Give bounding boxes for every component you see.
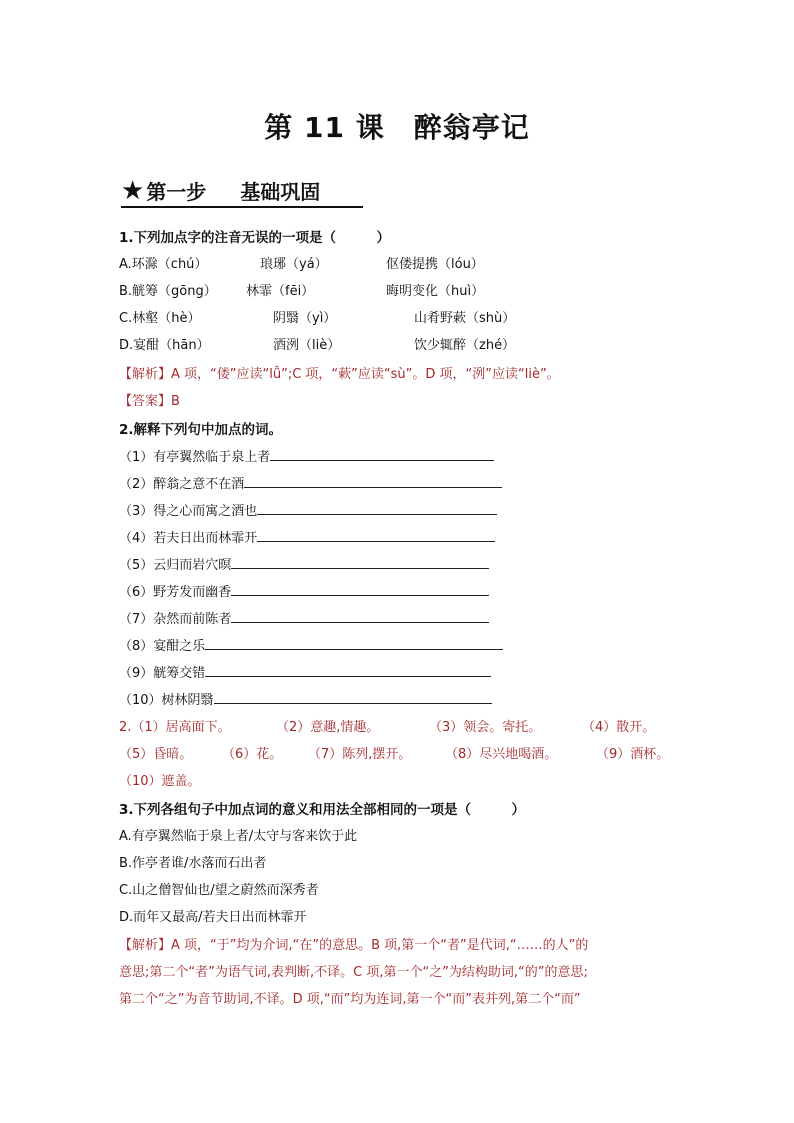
q3-option-b: B.作亭者谁/水落而石出者 bbox=[119, 856, 267, 871]
answer-blank[interactable] bbox=[270, 448, 494, 461]
section-heading bbox=[121, 176, 363, 208]
q2-answers-row3: （10）遮盖。 bbox=[119, 774, 201, 789]
q3-option-a: A.有亭翼然临于泉上者/太守与客来饮于此 bbox=[119, 829, 358, 844]
q2-item: （4）若夫日出而林霏开 bbox=[119, 529, 495, 548]
answer-blank[interactable] bbox=[231, 610, 489, 623]
q2-item: （8）宴酣之乐 bbox=[119, 637, 503, 656]
answer-blank[interactable] bbox=[205, 637, 503, 650]
section-step: 第一步 bbox=[146, 180, 207, 204]
answer-blank[interactable] bbox=[231, 583, 489, 596]
star-icon: ★ bbox=[121, 176, 145, 206]
answer-blank[interactable] bbox=[244, 475, 502, 488]
q3-stem: 3.下列各组句子中加点词的意义和用法全部相同的一项是（ ） bbox=[119, 802, 526, 818]
q3-analysis-line3: 第二个“之”为音节助词,不译。D 项,“而”均为连词,第一个“而”表并列,第二个“而” bbox=[119, 992, 581, 1007]
q3-option-c: C.山之僧智仙也/望之蔚然而深秀者 bbox=[119, 883, 319, 898]
q2-item: （2）醉翁之意不在酒 bbox=[119, 475, 502, 494]
document-page: 第 11 课 醉翁亭记 ★ 第一步 基础巩固 1.下列加点字的注音无误的一项是（ ） A.环滁（chú） 琅琊（yá） 伛偻提携（lóu） B.觥筹（gōng） 林霏（fēi） 晦明变化（huì） C.林壑（hè） 阴翳（yì） 山肴野蔌（shù） D.宴酣（hān） 酒洌（liè） 饮少辄醉（zhé） 【解析】A 项，“偻”应读“lǚ”;C 项，“蔌”应读“sù”。D 项，“洌”应读“liè”。 【答案】B 2.解释下列句中加点的词。 （1）有亭翼然临于泉上者 （2）醉翁之意不在酒 （3）得之心而寓之酒也 （4）若夫日出而林霏开 （5）云归而岩穴暝 （6）野芳发而幽香 （7）杂然而前陈者 （8）宴酣之乐 （9）觥筹交错 （10）树林阴翳 2.（1）居高面下。 （2）意趣,情趣。 （3）领会。寄托。 （4）散开。 （5）昏暗。 （6）花。 （7）陈列,摆开。 （8）尽兴地喝酒。 （9）酒杯。 （10）遮盖。 3.下列各组句子中加点词的意义和用法全部相同的一项是（ ） A.有亭翼然临于泉上者/太守与客来饮于此 B.作亭者谁/水落而石出者 C.山之僧智仙也/望之蔚然而深秀者 D.而年又最高/若夫日出而林霏开 【解析】A 项，“于”均为介词,“在”的意思。B 项,第一个“者”是代词,“……的人”的 意思;第二个“者”为语气词,表判断,不译。C 项,第一个“之”为结构助词,“的”的意思; 第二个“之”为音节助词,不译。D 项,“而”均为连词,第一个“而”表并列,第二个“而” bbox=[0, 0, 794, 1123]
q2-item: （9）觥筹交错 bbox=[119, 664, 491, 683]
q3-analysis-line1: 【解析】A 项，“于”均为介词,“在”的意思。B 项,第一个“者”是代词,“……的人”的 bbox=[119, 938, 589, 953]
answer-blank[interactable] bbox=[214, 691, 492, 704]
q1-answer: 【答案】B bbox=[119, 394, 180, 409]
answer-blank[interactable] bbox=[205, 664, 491, 677]
q1-analysis: 【解析】A 项，“偻”应读“lǚ”;C 项，“蔌”应读“sù”。D 项，“洌”应读“liè”。 bbox=[119, 367, 560, 382]
q2-item: （3）得之心而寓之酒也 bbox=[119, 502, 497, 521]
answer-blank[interactable] bbox=[231, 556, 489, 569]
section-name: 基础巩固 bbox=[240, 180, 321, 204]
q2-stem: 2.解释下列句中加点的词。 bbox=[119, 422, 283, 438]
q3-option-d: D.而年又最高/若夫日出而林霏开 bbox=[119, 910, 307, 925]
q2-item: （7）杂然而前陈者 bbox=[119, 610, 489, 629]
q3-analysis-line2: 意思;第二个“者”为语气词,表判断,不译。C 项,第一个“之”为结构助词,“的”的意思; bbox=[119, 965, 588, 980]
q2-item: （6）野芳发而幽香 bbox=[119, 583, 489, 602]
answer-blank[interactable] bbox=[257, 529, 495, 542]
answer-blank[interactable] bbox=[257, 502, 497, 515]
q1-stem: 1.下列加点字的注音无误的一项是（ ） bbox=[119, 230, 391, 246]
page-title: 第 11 课 醉翁亭记 bbox=[264, 111, 530, 144]
q2-item: （10）树林阴翳 bbox=[119, 691, 492, 710]
q2-item: （1）有亭翼然临于泉上者 bbox=[119, 448, 494, 467]
q2-item: （5）云归而岩穴暝 bbox=[119, 556, 489, 575]
